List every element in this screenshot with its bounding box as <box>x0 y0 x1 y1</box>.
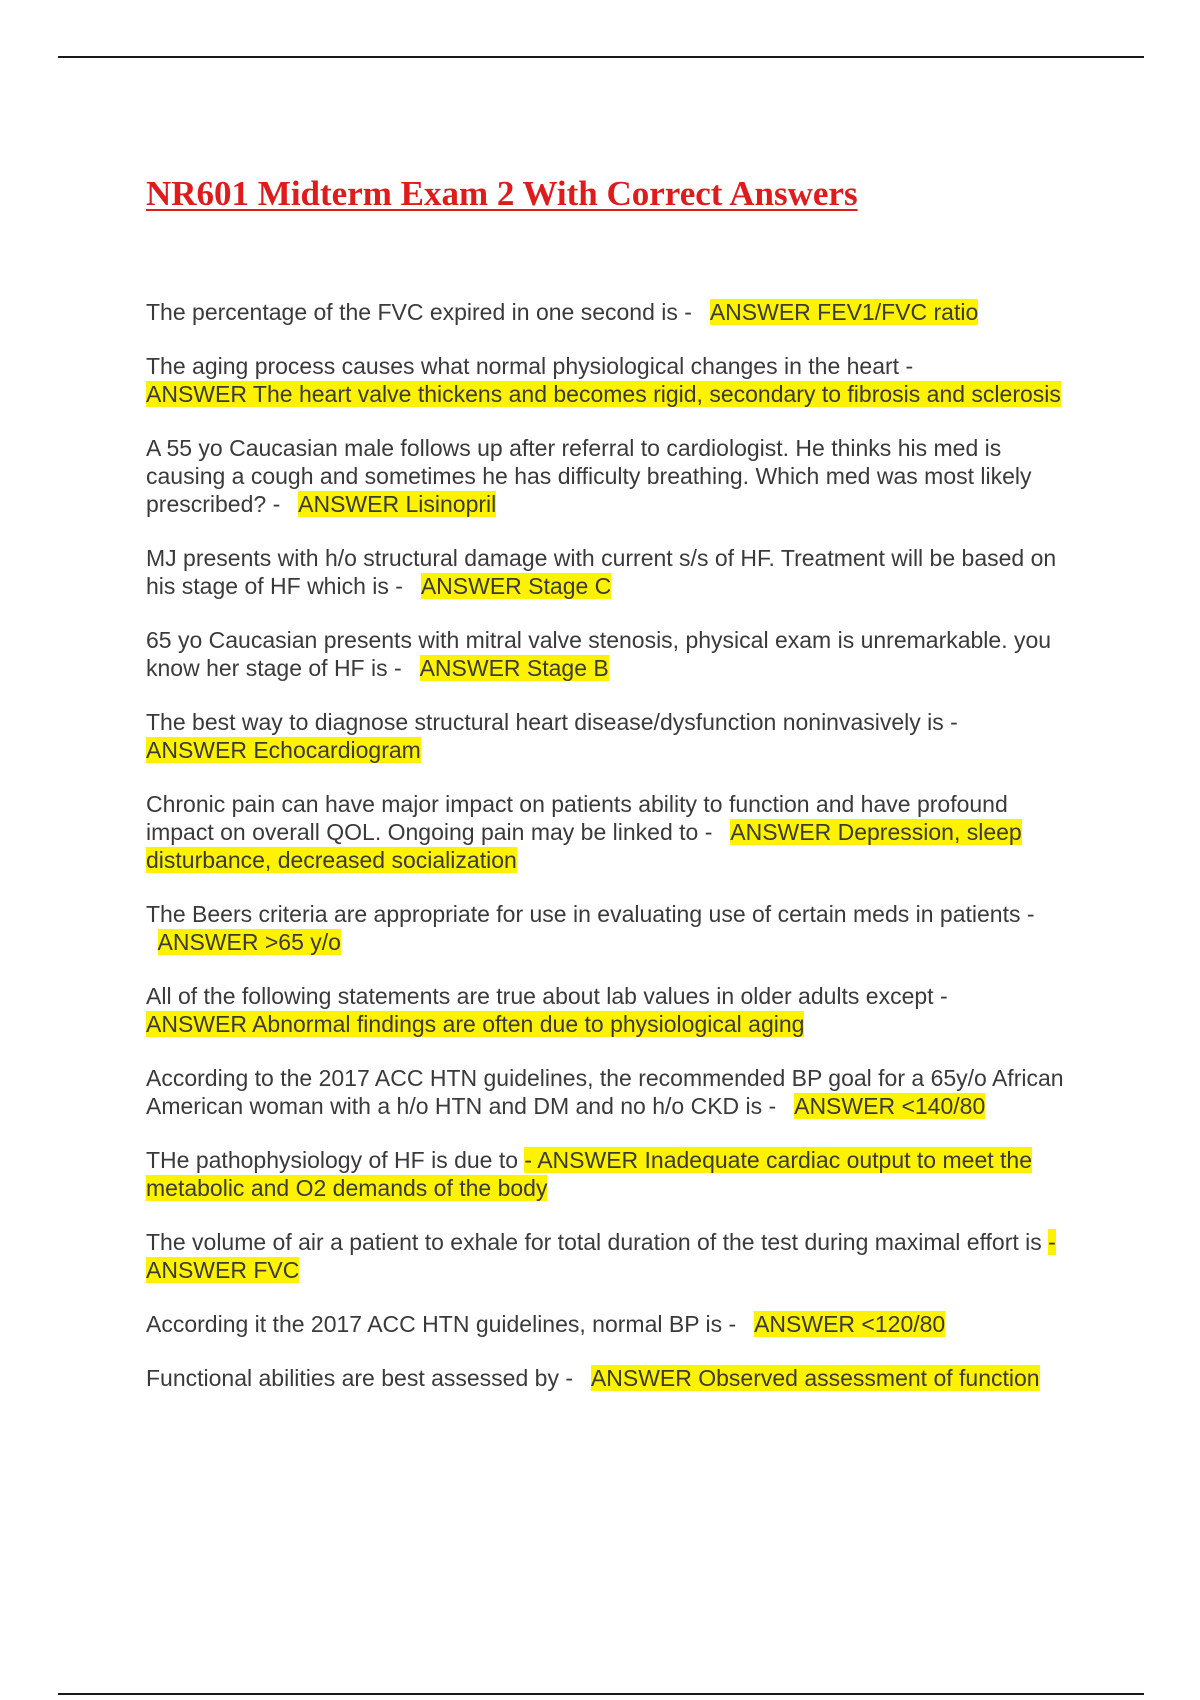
answer-highlight: ANSWER Stage B <box>419 655 609 681</box>
qa-item <box>146 1364 1066 1392</box>
answer-highlight: - ANSWER FVC <box>146 1229 1056 1283</box>
answer-highlight: ANSWER FEV1/FVC ratio <box>709 299 979 325</box>
answer-highlight: ANSWER Abnormal findings are often due to physiological aging <box>146 1011 805 1037</box>
qa-item <box>146 900 1066 956</box>
answer-highlight: ANSWER <140/80 <box>794 1093 986 1119</box>
qa-item <box>146 1146 1066 1202</box>
answer-highlight: ANSWER The heart valve thickens and becomes rigid, secondary to fibrosis and sclerosis <box>146 381 1061 407</box>
answer-highlight: ANSWER Lisinopril <box>298 491 497 517</box>
question-text: According to the 2017 ACC HTN guidelines, the recommended BP goal for a 65y/o African American woman with a h/o HTN and DM and no h/o CKD is - <box>146 1065 1064 1119</box>
answer-highlight: ANSWER Depression, sleep disturbance, decreased socialization <box>146 819 1022 873</box>
answer-highlight: ANSWER Observed assessment of function <box>590 1365 1040 1391</box>
question-text: Chronic pain can have major impact on patients ability to function and have profound impact on overall QOL. Ongoing pain may be linked to - <box>146 791 1008 845</box>
qa-item <box>146 1228 1066 1284</box>
question-text: The percentage of the FVC expired in one second is - <box>146 299 699 325</box>
answer-highlight: - ANSWER Inadequate cardiac output to meet the metabolic and O2 demands of the body <box>146 1147 1032 1201</box>
question-text: 65 yo Caucasian presents with mitral valve stenosis, physical exam is unremarkable. you know her stage of HF is - <box>146 627 1052 681</box>
question-text: The best way to diagnose structural heart disease/dysfunction noninvasively is - <box>146 709 958 735</box>
question-text: According it the 2017 ACC HTN guidelines, normal BP is - <box>146 1311 743 1337</box>
question-text: The volume of air a patient to exhale for total duration of the test during maximal effort is <box>146 1229 1049 1255</box>
qa-item <box>146 626 1066 682</box>
answer-highlight: ANSWER <120/80 <box>754 1311 946 1337</box>
document-title: NR601 Midterm Exam 2 With Correct Answers <box>146 174 858 213</box>
answer-highlight: ANSWER Echocardiogram <box>146 737 421 763</box>
qa-item <box>146 298 1066 326</box>
qa-list <box>146 298 1066 1418</box>
answer-highlight: ANSWER >65 y/o <box>157 929 341 955</box>
qa-item <box>146 708 1066 764</box>
top-rule <box>58 56 1144 58</box>
question-text: All of the following statements are true about lab values in older adults except - <box>146 983 948 1009</box>
qa-item <box>146 1310 1066 1338</box>
question-text: A 55 yo Caucasian male follows up after referral to cardiologist. He thinks his med is causing a cough and sometimes he has difficulty breathing. Which med was most likely prescribed? - <box>146 435 1032 517</box>
bottom-rule <box>58 1693 1144 1695</box>
qa-item <box>146 1064 1066 1120</box>
answer-highlight: ANSWER Stage C <box>420 573 612 599</box>
qa-item <box>146 790 1066 874</box>
question-text: Functional abilities are best assessed by - <box>146 1365 580 1391</box>
qa-item <box>146 982 1066 1038</box>
question-text: MJ presents with h/o structural damage with current s/s of HF. Treatment will be based on his stage of HF which is - <box>146 545 1057 599</box>
qa-item <box>146 434 1066 518</box>
qa-item <box>146 352 1066 408</box>
question-text: The aging process causes what normal physiological changes in the heart - <box>146 353 914 379</box>
question-text: THe pathophysiology of HF is due to <box>146 1147 525 1173</box>
qa-item <box>146 544 1066 600</box>
question-text: The Beers criteria are appropriate for use in evaluating use of certain meds in patients - <box>146 901 1035 927</box>
